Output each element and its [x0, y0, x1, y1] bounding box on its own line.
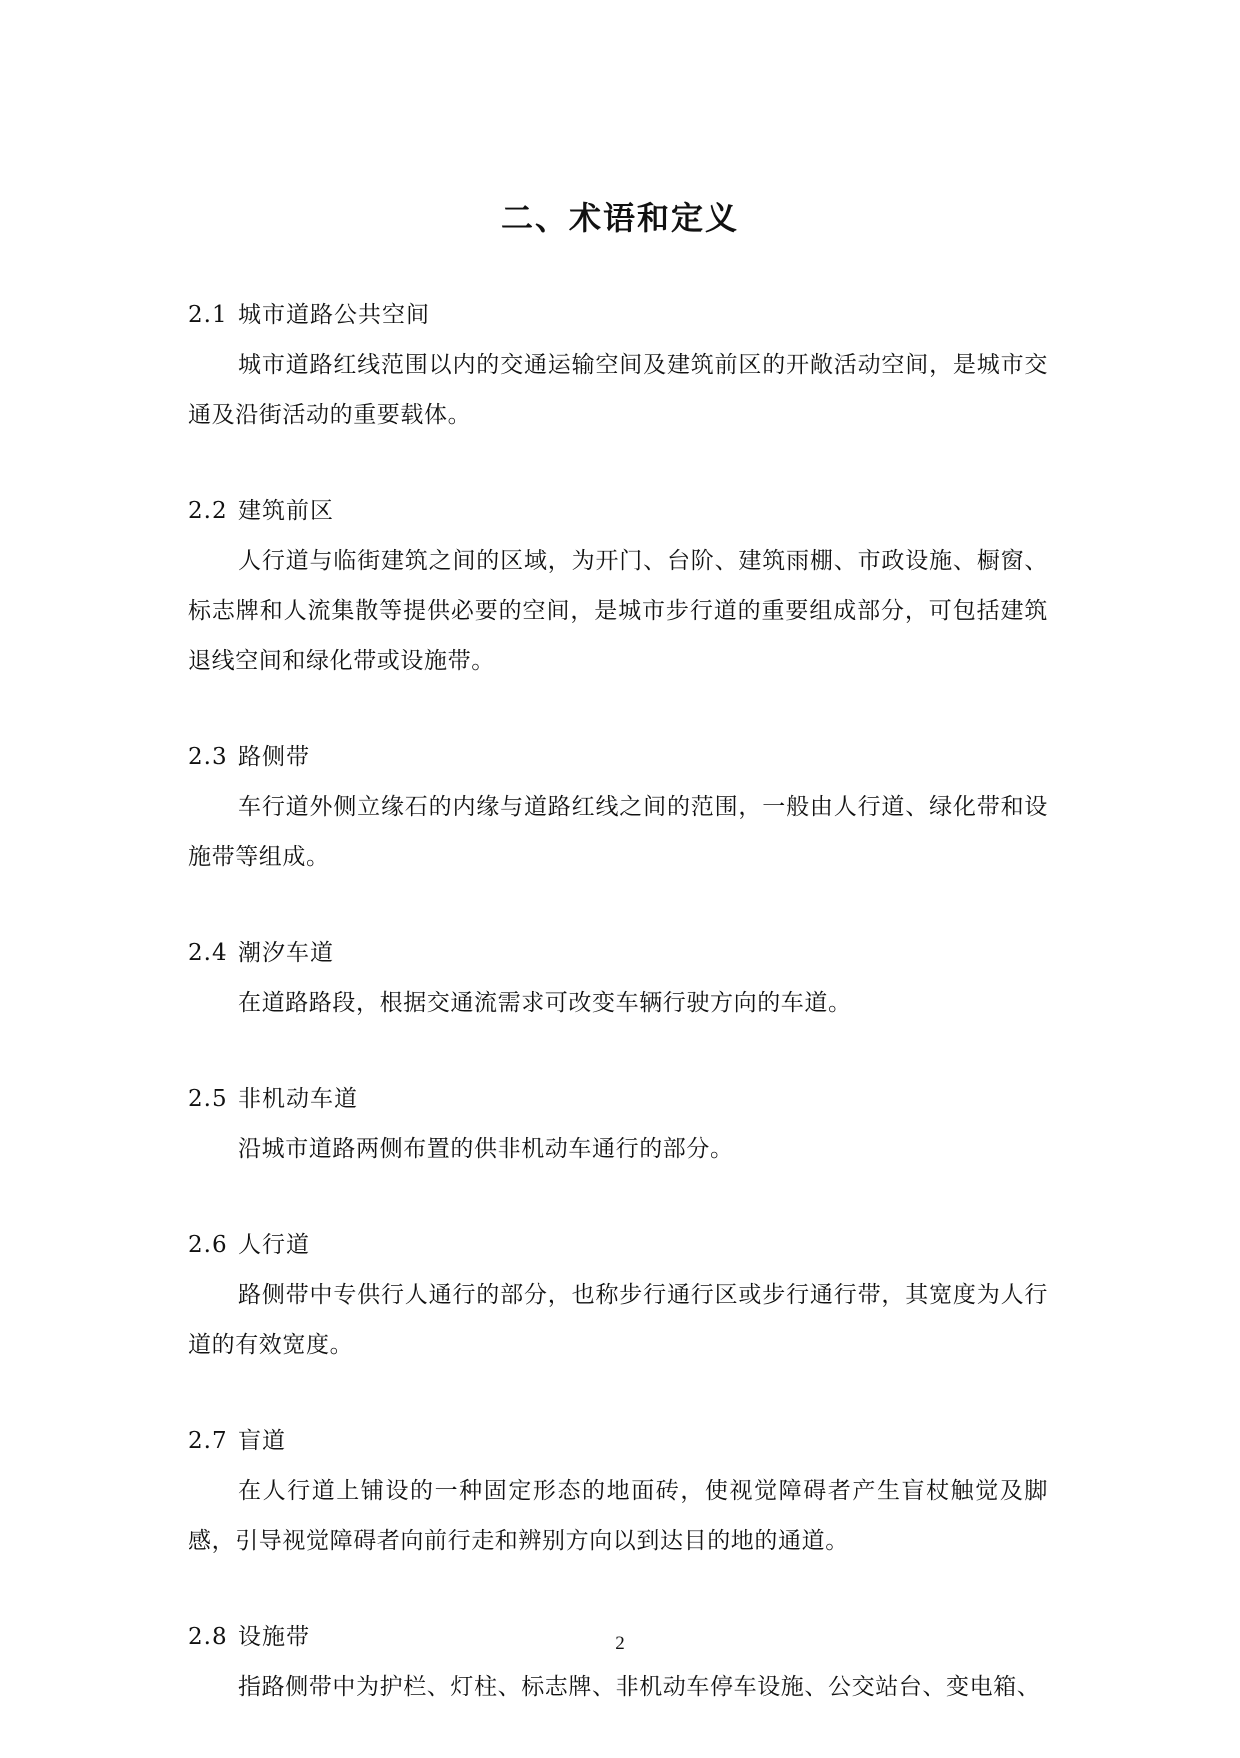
- definition-text: 城市道路红线范围以内的交通运输空间及建筑前区的开敞活动空间，是城市交通及沿街活动的重要载体。: [188, 352, 1048, 428]
- definition-number: 2.7: [188, 1428, 228, 1454]
- definition-section-2-4: [188, 928, 1048, 1028]
- definition-text: 沿城市道路两侧布置的供非机动车通行的部分。: [238, 1136, 734, 1162]
- definition-heading: [188, 1416, 1048, 1466]
- definition-section-2-2: [188, 486, 1048, 686]
- definition-heading: [188, 1220, 1048, 1270]
- definition-section-2-8: [188, 1612, 1048, 1712]
- definition-term: 非机动车道: [238, 1086, 358, 1112]
- definition-number: 2.4: [188, 940, 228, 966]
- definition-number: 2.6: [188, 1232, 228, 1258]
- definition-text: 路侧带中专供行人通行的部分，也称步行通行区或步行通行带，其宽度为人行道的有效宽度。: [188, 1282, 1048, 1358]
- definition-number: 2.1: [188, 302, 228, 328]
- definition-heading: [188, 486, 1048, 536]
- definition-number: 2.5: [188, 1086, 228, 1112]
- definition-number: 2.8: [188, 1624, 228, 1650]
- definition-section-2-1: [188, 290, 1048, 440]
- definition-text: 在人行道上铺设的一种固定形态的地面砖，使视觉障碍者产生盲杖触觉及脚感，引导视觉障碍者向前行走和辨别方向以到达目的地的通道。: [188, 1478, 1048, 1554]
- definition-term: 建筑前区: [238, 498, 334, 524]
- definition-text: 指路侧带中为护栏、灯柱、标志牌、非机动车停车设施、公交站台、变电箱、: [238, 1674, 1041, 1700]
- definition-term: 路侧带: [238, 744, 310, 770]
- definition-term: 潮汐车道: [238, 940, 334, 966]
- definition-heading: [188, 928, 1048, 978]
- definition-section-2-6: [188, 1220, 1048, 1370]
- definition-text: 在道路路段，根据交通流需求可改变车辆行驶方向的车道。: [238, 990, 852, 1016]
- definition-term: 盲道: [238, 1428, 286, 1454]
- definition-number: 2.3: [188, 744, 228, 770]
- definitions-list: [188, 290, 1048, 1758]
- definition-term: 设施带: [238, 1624, 310, 1650]
- definition-text: 车行道外侧立缘石的内缘与道路红线之间的范围，一般由人行道、绿化带和设施带等组成。: [188, 794, 1048, 870]
- definition-section-2-3: [188, 732, 1048, 882]
- definition-heading: [188, 732, 1048, 782]
- definition-text: 人行道与临街建筑之间的区域，为开门、台阶、建筑雨棚、市政设施、橱窗、标志牌和人流集散等提供必要的空间，是城市步行道的重要组成部分，可包括建筑退线空间和绿化带或设施带。: [188, 548, 1048, 674]
- definition-number: 2.2: [188, 498, 228, 524]
- definition-section-2-5: [188, 1074, 1048, 1174]
- definition-term: 城市道路公共空间: [238, 302, 430, 328]
- definition-section-2-7: [188, 1416, 1048, 1566]
- definition-heading: [188, 1074, 1048, 1124]
- page-title: 二、术语和定义: [500, 199, 739, 237]
- definition-term: 人行道: [238, 1232, 310, 1258]
- page-number: 2: [615, 1633, 625, 1654]
- definition-heading: [188, 290, 1048, 340]
